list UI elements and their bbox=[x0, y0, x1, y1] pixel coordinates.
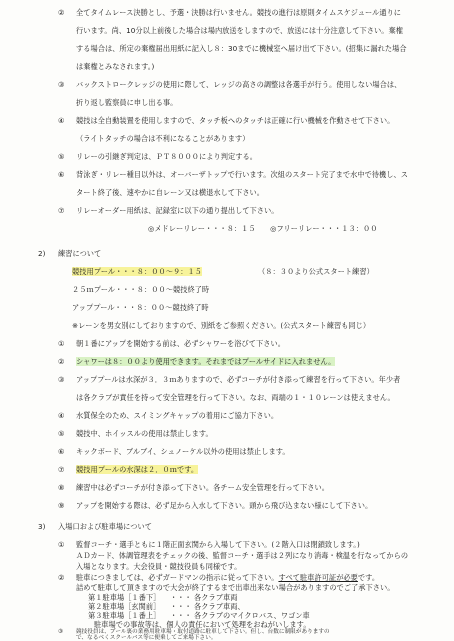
item-text: アップを開始する際は、必ず足から入水して下さい。頭から飛び込まない様にして下さい。 bbox=[76, 501, 373, 510]
item-number: ⑦ bbox=[58, 206, 65, 215]
item-text: リレーの引継ぎ判定は、ＰＴ８０００により判定する。 bbox=[76, 152, 257, 161]
item-number: ② bbox=[58, 357, 65, 366]
item-number: ⑤ bbox=[58, 429, 65, 438]
parking-instruction: 駐車につきましては、必ずガードマンの指示に従って下さい。 bbox=[76, 573, 279, 582]
schedule-note: （８：３０より公式スタート練習） bbox=[258, 267, 374, 276]
parking-instruction-end: です。 bbox=[357, 573, 380, 582]
item-text: 行います。尚、10分以上前後した場合は場内放送をしますので、放送には十分注意して下さい。棄権 bbox=[76, 26, 403, 35]
pool-depth-notice: 競技用プールの水深は２．０ｍです。 bbox=[76, 465, 199, 474]
item-text: 競技は全自動装置を使用しますので、タッチ板へのタッチは正確に行い機械を作動させて下さい。 bbox=[76, 116, 395, 125]
parking-accident-note: 駐車場での事故等は、個人の責任において処理をおねがいします。 bbox=[94, 620, 311, 629]
item-number: ① bbox=[58, 339, 65, 348]
item-number: ⑥ bbox=[58, 170, 65, 179]
parking-lot-desc: ・・・ 各クラブ車両 bbox=[170, 593, 238, 602]
item-text: は各クラブが責任を持って安全管理を行って下さい。なお、両端の１・１０レーンは使えません。 bbox=[76, 393, 395, 402]
item-number: ② bbox=[58, 8, 65, 17]
item-text: リレーオーダー用紙は、記録室に以下の通り提出して下さい。 bbox=[76, 206, 279, 215]
section-number: 2) bbox=[38, 249, 46, 258]
section-title: 練習について bbox=[58, 249, 102, 258]
parking-lot-name: 第１駐車場［１番下］ bbox=[88, 593, 161, 602]
item-text: アッププールは水深が３．３ｍありますので、必ずコーチが付き添って練習を行って下さい。年少者 bbox=[76, 375, 401, 384]
item-number: ④ bbox=[58, 116, 65, 125]
item-text: 詰めて駐車して頂きますので大会が終了するまで出車出来ない場合がありますのでご了承下さい。 bbox=[76, 583, 395, 592]
item-number: ① bbox=[58, 540, 65, 549]
item-number: ③ bbox=[58, 629, 64, 635]
item-number: ⑦ bbox=[58, 465, 65, 474]
item-text: は棄権とみなされます。) bbox=[76, 62, 155, 71]
item-number: ③ bbox=[58, 375, 65, 384]
shower-notice: シャワーは８：００より使用できます。それまではプールサイドに入れません。 bbox=[76, 357, 336, 366]
item-text: で、なるべくスクールバス等に便乗してご来場下さい。 bbox=[76, 635, 217, 641]
item-text: 朝１番にアップを開始する前は、必ずシャワーを浴びて下さい。 bbox=[76, 339, 285, 348]
item-text: （ライトタッチの場合は不利になることがあります） bbox=[76, 134, 250, 143]
item-text bbox=[76, 573, 379, 582]
item-number: ④ bbox=[58, 411, 65, 420]
parking-permit-required: すべて駐車許可証が必要 bbox=[278, 573, 358, 582]
item-text: バックストロークレッジの使用に際して、レッジの高さの調整は各選手が行う。使用しない場合は、 bbox=[76, 80, 402, 89]
item-text: 練習中は必ずコーチが付き添って下さい。各チーム安全管理を行って下さい。 bbox=[76, 483, 329, 492]
item-text: 競技役員は、プール裏の業務用駐車場・取付道路に駐車して下さい。但し、台数に制限がありますの bbox=[76, 629, 330, 635]
parking-lot-desc: ・・・ 各クラブのマイクロバス、ワゴン車 bbox=[170, 611, 310, 620]
parking-lot-name: 第２駐車場［玄関前］ bbox=[88, 602, 161, 611]
item-text: 折り返し監察員に申し出る事。 bbox=[76, 98, 178, 107]
item-text: 全てタイムレース決勝とし、予選・決勝は行いません。競技の進行は原則タイムスケジュール通りに bbox=[76, 8, 402, 17]
schedule-line bbox=[72, 267, 202, 276]
item-text-highlight bbox=[76, 357, 335, 366]
item-text: ＡＤカード、体調管理表をチェックの後、監督コーチ・選手は２列になり消毒・検温を行なってからの bbox=[76, 551, 409, 560]
item-text: 入場となります。大会役員・競技役員も同様です。 bbox=[76, 562, 242, 571]
item-text: 背泳ぎ・リレー種目以外は、オーバーザトップで行います。次組のスタート完了まで水中で待機し、ス bbox=[76, 170, 408, 179]
item-text: 水質保全のため、スイミングキャップの着用にご協力下さい。 bbox=[76, 411, 279, 420]
item-number: ⑧ bbox=[58, 483, 65, 492]
item-text-highlight bbox=[76, 465, 198, 474]
item-number: ③ bbox=[58, 80, 65, 89]
section-number: 3) bbox=[38, 522, 46, 531]
item-number: ② bbox=[58, 573, 65, 582]
item-text: タート終了後、速やかに自レーン又は横退水して下さい。 bbox=[76, 188, 265, 197]
item-number: ⑨ bbox=[58, 501, 65, 510]
item-text: 監督コーチ・選手ともに１階正面玄関から入場して下さい。(２階入口は閉鎖致します。) bbox=[76, 540, 360, 549]
schedule-line: アッププール・・・８：００～競技終了時 bbox=[72, 303, 209, 312]
schedule-main-pool: 競技用プール・・・８：００～９：１５ bbox=[72, 267, 202, 276]
relay-deadline-line: ◎メドレーリレー・・・８：１５ ◎フリーリレー・・・１３：００ bbox=[148, 224, 378, 233]
section-title: 入場口および駐車場について bbox=[58, 522, 152, 531]
item-text: 競技中、ホイッスルの使用は禁止します。 bbox=[76, 429, 213, 438]
item-text: する場合は、所定の棄権届出用紙に記入し８：30までに機械室へ届け出て下さい。(招集に漏れた場合 bbox=[76, 44, 407, 53]
schedule-line: ２５ｍプール・・・８：００～競技終了時 bbox=[72, 285, 210, 294]
item-text: キックボード、ブルブイ、シュノーケル以外の使用は禁止します。 bbox=[76, 447, 290, 456]
parking-lot-desc: ・・・ 各クラブ車両、 bbox=[170, 602, 245, 611]
item-number: ⑤ bbox=[58, 152, 65, 161]
schedule-remark: ※レーンを男女別にしておりますので、別紙をご参照ください。(公式スタート練習も同じ） bbox=[72, 321, 371, 330]
item-number: ⑥ bbox=[58, 447, 65, 456]
parking-lot-name: 第３駐車場［１番上］ bbox=[88, 611, 161, 620]
